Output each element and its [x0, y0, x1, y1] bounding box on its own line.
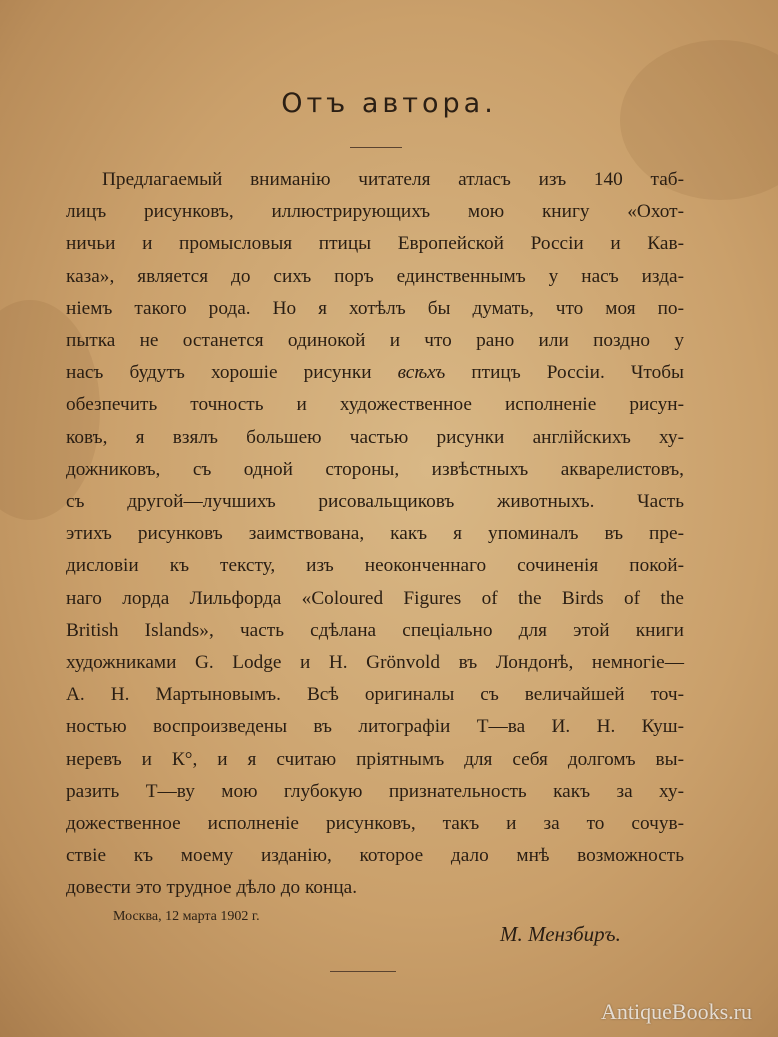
title-divider: [350, 147, 402, 148]
text-line: довести это трудное дѣло до конца.: [66, 877, 358, 899]
text-line: ностью воспроизведены въ литографіи Т—ва И. Н. Куш-: [66, 716, 684, 738]
text-line: неревъ и К°, и я считаю пріятнымъ для себя долгомъ вы-: [66, 748, 684, 770]
text-line: разить Т—ву мою глубокую признательность какъ за ху-: [66, 780, 684, 802]
watermark: AntiqueBooks.ru: [601, 999, 752, 1024]
text-line: художниками G. Lodge и H. Grönvold въ Лондонѣ, немногіе—: [66, 652, 684, 674]
text-line: ничьи и промысловыя птицы Европейской Россіи и Кав-: [66, 233, 684, 255]
place-and-date: Москва, 12 марта 1902 г.: [113, 909, 260, 924]
emphasized-word: всѣхъ: [397, 362, 446, 384]
bottom-divider: [330, 971, 396, 972]
text-line: ніемъ такого рода. Но я хотѣлъ бы думать, что моя по-: [66, 297, 684, 319]
text-line: Предлагаемый вниманію читателя атласъ изъ 140 таб-: [102, 169, 684, 190]
text-line: [66, 357, 684, 389]
text-line: этихъ рисунковъ заимствована, какъ я упоминалъ въ пре-: [66, 523, 684, 545]
author-signature: М. Мензбиръ.: [500, 922, 621, 946]
text-line: ствіе къ моему изданію, которое дало мнѣ возможность: [66, 845, 684, 867]
text-line: дожниковъ, съ одной стороны, извѣстныхъ акварелистовъ,: [66, 458, 684, 480]
text-line: пытка не останется одинокой и что рано или поздно у: [66, 330, 684, 352]
text-fragment: птицъ Россіи. Чтобы: [445, 362, 684, 384]
text-line: обезпечить точность и художественное исполненіе рисун-: [66, 394, 684, 416]
preface-text: [66, 164, 684, 905]
text-line: съ другой—лучшихъ рисовальщиковъ животныхъ. Часть: [66, 491, 684, 513]
text-line: ковъ, я взялъ большею частью рисунки англійскихъ ху-: [66, 426, 684, 448]
text-line: British Islands», часть сдѣлана спеціально для этой книги: [66, 619, 684, 641]
text-line: А. Н. Мартыновымъ. Всѣ оригиналы съ величайшей точ-: [66, 684, 684, 706]
text-line: дисловіи къ тексту, изъ неоконченнаго сочиненія покой-: [66, 555, 684, 577]
page-title: Отъ автора.: [281, 88, 497, 119]
text-line: дожественное исполненіе рисунковъ, такъ и за то сочув-: [66, 813, 684, 835]
text-line: наго лорда Лильфорда «Coloured Figures of the Birds of the: [66, 587, 684, 609]
text-line: каза», является до сихъ поръ единственнымъ у насъ изда-: [66, 265, 684, 287]
text-line: лицъ рисунковъ, иллюстрирующихъ мою книгу «Охот-: [66, 201, 684, 223]
text-fragment: насъ будутъ хорошіе рисунки: [66, 362, 398, 384]
